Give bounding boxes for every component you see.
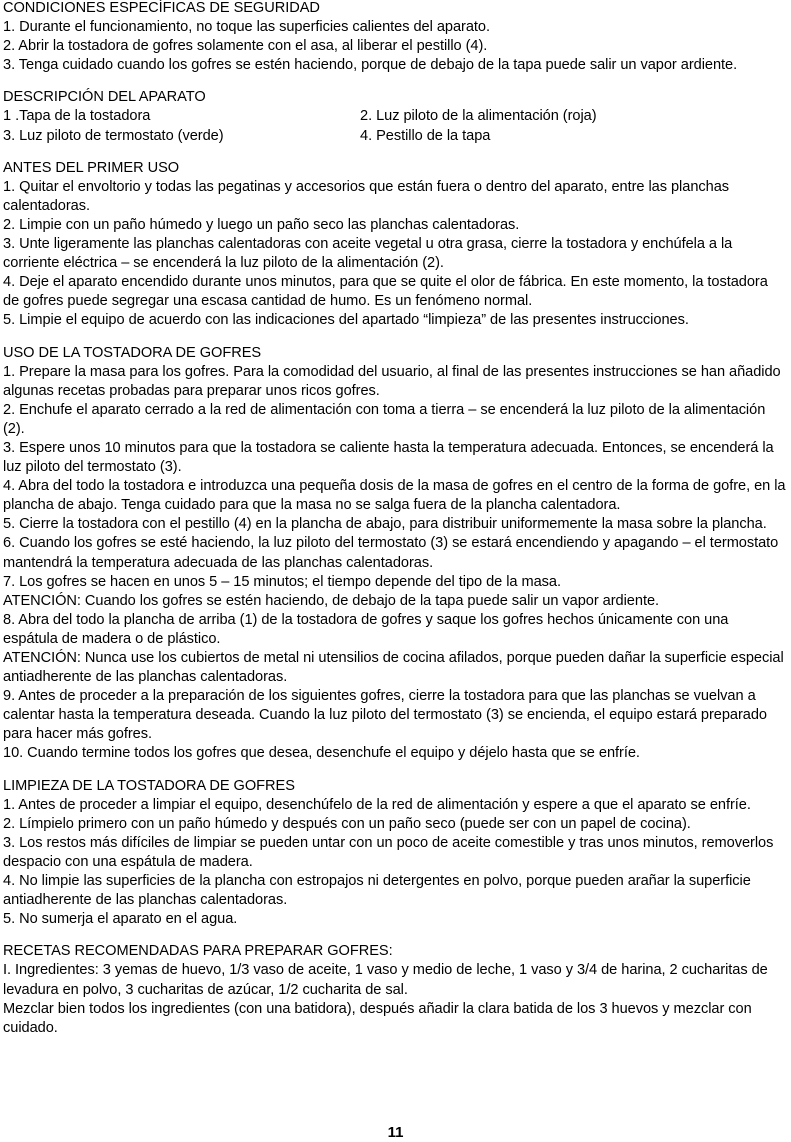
first-use-item: 2. Limpie con un paño húmedo y luego un paño seco las planchas calentadoras. xyxy=(3,216,520,233)
usage-section xyxy=(3,344,787,764)
safety-item: 1. Durante el funcionamiento, no toque las superficies calientes del aparato. xyxy=(3,19,490,36)
description-parts-list xyxy=(3,107,787,145)
usage-item: 1. Prepare la masa para los gofres. Para la comodidad del usuario, al final de las presentes instrucciones se han añadido algunas recetas probadas para preparar unos ricos gofres. xyxy=(3,363,781,399)
first-use-heading: ANTES DEL PRIMER USO xyxy=(3,159,180,176)
first-use-item: 3. Unte ligeramente las planchas calentadoras con aceite vegetal u otra grasa, cierre la tostadora y enchúfela a la corriente eléctrica – se encenderá la luz piloto de la alimentación (2). xyxy=(3,236,733,272)
safety-item: 2. Abrir la tostadora de gofres solamente con el asa, al liberar el pestillo (4). xyxy=(3,38,488,55)
safety-heading: CONDICIONES ESPECÍFICAS DE SEGURIDAD xyxy=(3,0,320,16)
first-use-item: 1. Quitar el envoltorio y todas las pegatinas y accesorios que están fuera o dentro del aparato, entre las planchas calentadoras. xyxy=(3,178,730,214)
description-item: 3. Luz piloto de termostato (verde) xyxy=(3,127,224,144)
usage-item: 8. Abra del todo la plancha de arriba (1) de la tostadora de gofres y saque los gofres hechos únicamente con una espátula de madera o de plástico. xyxy=(3,611,729,647)
first-use-item: 4. Deje el aparato encendido durante unos minutos, para que se quite el olor de fábrica. En este momento, la tostadora de gofres puede segregar una escasa cantidad de humo. Es un fenómeno normal. xyxy=(3,274,768,310)
first-use-item: 5. Limpie el equipo de acuerdo con las indicaciones del apartado “limpieza” de las presentes instrucciones. xyxy=(3,312,689,329)
cleaning-section xyxy=(3,777,787,930)
description-item: 1 .Tapa de la tostadora xyxy=(3,108,151,125)
description-heading: DESCRIPCIÓN DEL APARATO xyxy=(3,89,206,106)
usage-warning: ATENCIÓN: Cuando los gofres se estén haciendo, de debajo de la tapa puede salir un vapor ardiente. xyxy=(3,592,660,609)
usage-item: 3. Espere unos 10 minutos para que la tostadora se caliente hasta la temperatura adecuada. Entonces, se encenderá la luz piloto del termostato (3). xyxy=(3,439,774,476)
safety-section xyxy=(3,0,787,75)
cleaning-item: 5. No sumerja el aparato en el agua. xyxy=(3,911,238,928)
cleaning-heading: LIMPIEZA DE LA TOSTADORA DE GOFRES xyxy=(3,777,295,794)
usage-item: 7. Los gofres se hacen en unos 5 – 15 minutos; el tiempo depende del tipo de la masa. xyxy=(3,573,561,590)
recipe-instructions: Mezclar bien todos los ingredientes (con una batidora), después añadir la clara batida de los 3 huevos y mezclar con cuidado. xyxy=(3,1000,752,1036)
usage-item: 4. Abra del todo la tostadora e introduzca una pequeña dosis de la masa de gofres en el centro de la forma de gofre, en la plancha de abajo. Tenga cuidado para que la masa no se salga fuera de la plancha calentadora. xyxy=(3,478,786,514)
usage-item: 5. Cierre la tostadora con el pestillo (4) en la plancha de abajo, para distribuir uniformemente la masa sobre la plancha. xyxy=(3,516,767,533)
recipe-ingredients: I. Ingredientes: 3 yemas de huevo, 1/3 vaso de aceite, 1 vaso y medio de leche, 1 vaso y 3/4 de harina, 2 cucharitas de levadura en polvo, 3 cucharitas de azúcar, 1/2 cucharita de sal. xyxy=(3,962,768,998)
recipes-heading: RECETAS RECOMENDADAS PARA PREPARAR GOFRES: xyxy=(3,943,393,960)
usage-heading: USO DE LA TOSTADORA DE GOFRES xyxy=(3,344,262,361)
cleaning-item: 3. Los restos más difíciles de limpiar se pueden untar con un poco de aceite comestible y tras unos minutos, removerlos despacio con una espátula de madera. xyxy=(3,834,774,870)
recipes-section xyxy=(3,942,787,1037)
description-section xyxy=(3,88,787,145)
safety-item: 3. Tenga cuidado cuando los gofres se estén haciendo, porque de debajo de la tapa puede salir un vapor ardiente. xyxy=(3,57,738,74)
description-item: 4. Pestillo de la tapa xyxy=(360,127,491,144)
manual-page xyxy=(3,0,787,1051)
usage-warning: ATENCIÓN: Nunca use los cubiertos de metal ni utensilios de cocina afilados, porque pueden dañar la superficie especial antiadherente de las planchas calentadoras. xyxy=(3,650,784,686)
first-use-section xyxy=(3,159,787,331)
description-item: 2. Luz piloto de la alimentación (roja) xyxy=(360,108,597,125)
page-number: 11 xyxy=(387,1124,404,1141)
usage-item: 2. Enchufe el aparato cerrado a la red de alimentación con toma a tierra – se encenderá la luz piloto de la alimentación (2). xyxy=(3,401,766,437)
cleaning-item: 2. Límpielo primero con un paño húmedo y después con un paño seco (puede ser con un papel de cocina). xyxy=(3,815,691,832)
cleaning-item: 1. Antes de proceder a limpiar el equipo, desenchúfelo de la red de alimentación y espere a que el aparato se enfríe. xyxy=(3,796,751,813)
usage-item: 9. Antes de proceder a la preparación de los siguientes gofres, cierre la tostadora para que las planchas se vuelvan a calentar hasta la temperatura deseada. Cuando la luz piloto del termostato (3) se encienda, el equipo estará preparado para hacer más gofres. xyxy=(3,688,768,743)
usage-item: 10. Cuando termine todos los gofres que desea, desenchufe el equipo y déjelo hasta que se enfríe. xyxy=(3,745,640,762)
usage-item: 6. Cuando los gofres se esté haciendo, la luz piloto del termostato (3) se estará encendiendo y apagando – el termostato mantendrá la temperatura adecuada de las planchas calentadoras. xyxy=(3,535,779,571)
cleaning-item: 4. No limpie las superficies de la plancha con estropajos ni detergentes en polvo, porque pueden arañar la superficie antiadherente de las planchas calentadoras. xyxy=(3,873,751,909)
